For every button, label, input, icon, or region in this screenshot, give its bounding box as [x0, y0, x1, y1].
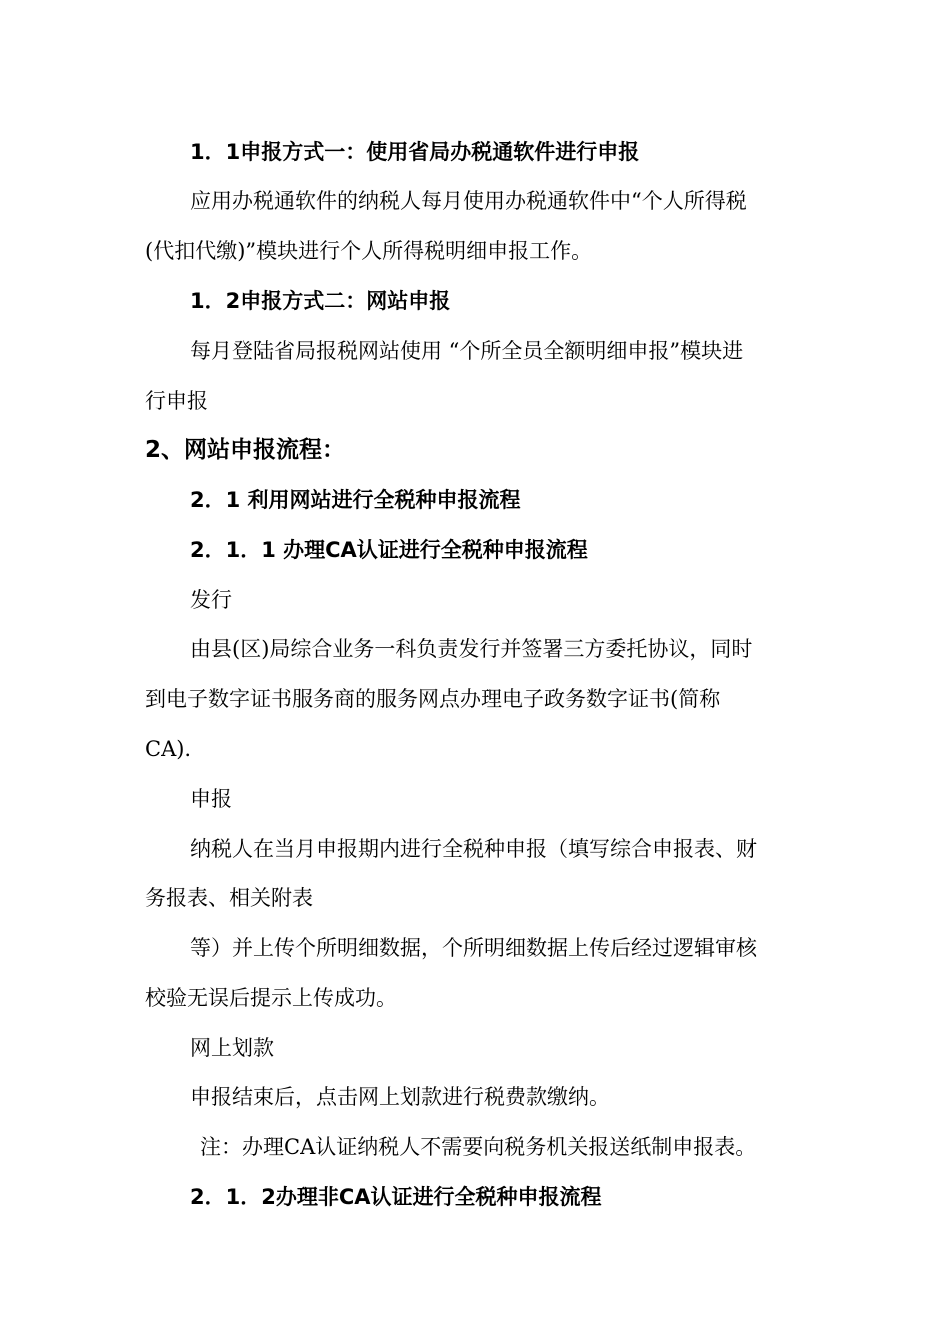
heading-1-2: 1．2申报方式二：网站申报 [190, 289, 451, 313]
paragraph-line: 行申报 [145, 389, 208, 413]
paragraph-line: 务报表、相关附表 [145, 886, 313, 910]
paragraph-line: 校验无误后提示上传成功。 [145, 986, 397, 1010]
note: 注：办理CA认证纳税人不需要向税务机关报送纸制申报表。 [200, 1135, 757, 1159]
heading-2-1-1: 2．1．1 办理CA认证进行全税种申报流程 [190, 538, 588, 562]
heading-2: 2、网站申报流程： [145, 437, 346, 463]
paragraph-line: 等）并上传个所明细数据，个所明细数据上传后经过逻辑审核 [190, 936, 757, 960]
paragraph-line: 纳税人在当月申报期内进行全税种申报（填写综合申报表、财 [190, 837, 757, 861]
heading-2-1: 2．1 利用网站进行全税种申报流程 [190, 488, 521, 512]
subheading-huakuan: 网上划款 [190, 1036, 274, 1060]
paragraph-line: 到电子数字证书服务商的服务网点办理电子政务数字证书(简称 [145, 687, 721, 711]
subheading-shenbao: 申报 [190, 787, 232, 811]
paragraph-line: CA). [145, 737, 192, 761]
paragraph-line: 应用办税通软件的纳税人每月使用办税通软件中“个人所得税 [190, 189, 747, 213]
paragraph-line: (代扣代缴)”模块进行个人所得税明细申报工作。 [145, 239, 593, 263]
paragraph-line: 每月登陆省局报税网站使用 “个所全员全额明细申报”模块进 [190, 339, 744, 363]
heading-2-1-2: 2．1．2办理非CA认证进行全税种申报流程 [190, 1185, 602, 1209]
heading-1-1: 1．1申报方式一：使用省局办税通软件进行申报 [190, 140, 640, 164]
paragraph-line: 由县(区)局综合业务一科负责发行并签署三方委托协议，同时 [190, 637, 753, 661]
paragraph-line: 申报结束后，点击网上划款进行税费款缴纳。 [190, 1085, 610, 1109]
subheading-faxing: 发行 [190, 588, 232, 612]
